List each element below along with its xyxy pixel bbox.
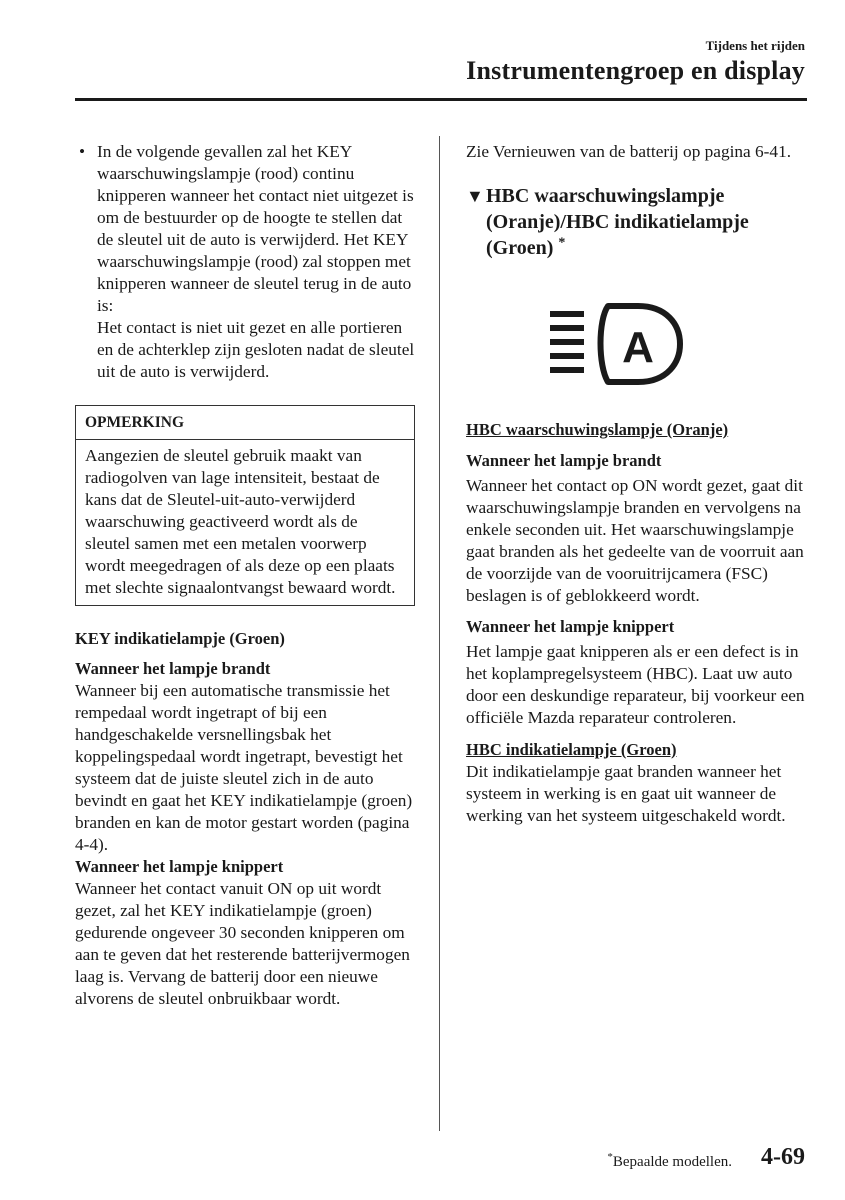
note-heading: OPMERKING <box>76 406 414 440</box>
hbc-warning-blink-text: Het lampje gaat knipperen als er een defect is in het koplampregelsysteem (HBC). Laat uw auto door een deskundige reparateur, bij voorkeur een officiële Mazda reparateur controleren. <box>466 642 805 727</box>
hbc-section-title-label: HBC waarschuwingslampje (Oranje)/HBC indikatielampje (Groen) <box>486 185 749 259</box>
section-asterisk: * <box>558 235 566 251</box>
section-triangle-marker: ▼ <box>466 186 484 206</box>
hbc-indicator-text: Dit indikatielampje gaat branden wanneer het systeem in werking is en gaat uit wanneer de werking van het systeem uitgeschakeld wordt. <box>466 762 786 825</box>
bullet-item <box>75 141 415 383</box>
auto-high-beam-icon-wrap <box>466 295 806 395</box>
header-rule <box>75 98 807 101</box>
hbc-section-title <box>466 183 806 261</box>
running-header-section: Tijdens het rijden <box>705 38 805 53</box>
key-indicator-heading: KEY indikatielampje (Groen) <box>75 629 285 648</box>
footer-asterisk: * <box>607 1151 613 1163</box>
hbc-warning-heading: HBC waarschuwingslampje (Oranje) <box>466 420 729 439</box>
auto-high-beam-icon <box>546 300 686 390</box>
footer-note <box>607 1151 732 1171</box>
key-blink-text: Wanneer het contact vanuit ON op uit wordt gezet, zal het KEY indikatielampje (groen) gedurende ongeveer 30 seconden knipperen om aan te geven dat het resterende batterijvermogen laag is. Vervang de batterij door een nieuwe alvorens de sleutel onbruikbaar wordt. <box>75 879 410 1008</box>
hbc-warning-blink-heading: Wanneer het lampje knippert <box>466 617 675 636</box>
left-column <box>75 141 415 1010</box>
page-title: Instrumentengroep en display <box>466 56 805 85</box>
bullet-paragraph-1: In de volgende gevallen zal het KEY waarschuwingslampje (rood) continu knipperen wanneer het contact niet uitgezet is om de bestuurder op de hoogte te stellen dat de sleutel uit de auto is verwijderd. Het KEY waarschuwingslampje (rood) zal stoppen met knipperen wanneer de sleutel terug in de auto is: <box>97 142 414 315</box>
column-divider <box>439 136 440 1131</box>
bullet-text <box>97 141 415 383</box>
hbc-indicator-heading: HBC indikatielampje (Groen) <box>466 740 677 759</box>
hbc-warning-lit-heading: Wanneer het lampje brandt <box>466 451 662 470</box>
key-lit-text: Wanneer bij een automatische transmissie het rempedaal wordt ingetrapt of bij een handgeschakelde versnellingsbak het koppelingspedaal wordt ingetrapt, bevestigt het systeem dat de juiste sleutel zich in de auto bevindt en gaat het KEY indikatielampje (groen) branden en kan de motor gestart worden (pagina 4-4). <box>75 681 413 854</box>
icon-letter: A <box>622 323 654 372</box>
right-column <box>466 141 806 827</box>
footer-note-text: Bepaalde modellen. <box>612 1154 732 1170</box>
bullet-paragraph-2: Het contact is niet uit gezet en alle portieren en de achterklep zijn gesloten nadat de sleutel uit de auto is verwijderd. <box>97 318 415 381</box>
hbc-section-title-text <box>486 183 806 261</box>
note-body: Aangezien de sleutel gebruik maakt van radiogolven van lage intensiteit, bestaat de kans dat de Sleutel-uit-auto-verwijderd waarschuwing geactiveerd wordt als de sleutel samen met een metalen voorwerp wordt meegedragen of als deze op een plaats met slechte signaalontvangst bewaard wordt. <box>85 446 396 597</box>
bullet-marker: • <box>79 142 86 161</box>
key-lit-heading: Wanneer het lampje brandt <box>75 659 271 678</box>
hbc-warning-lit-text: Wanneer het contact op ON wordt gezet, gaat dit waarschuwingslampje branden en vervolgens na enkele seconden uit. Het waarschuwingslampje gaat branden als het gedeelte van de voorruit aan de voorzijde van de vooruitrijcamera (FSC) beslagen is of geblokkeerd wordt. <box>466 476 804 605</box>
page-number: 4-69 <box>761 1144 805 1170</box>
note-box <box>75 405 415 606</box>
battery-reference-text: Zie Vernieuwen van de batterij op pagina 6-41. <box>466 142 792 161</box>
key-blink-heading: Wanneer het lampje knippert <box>75 857 284 876</box>
